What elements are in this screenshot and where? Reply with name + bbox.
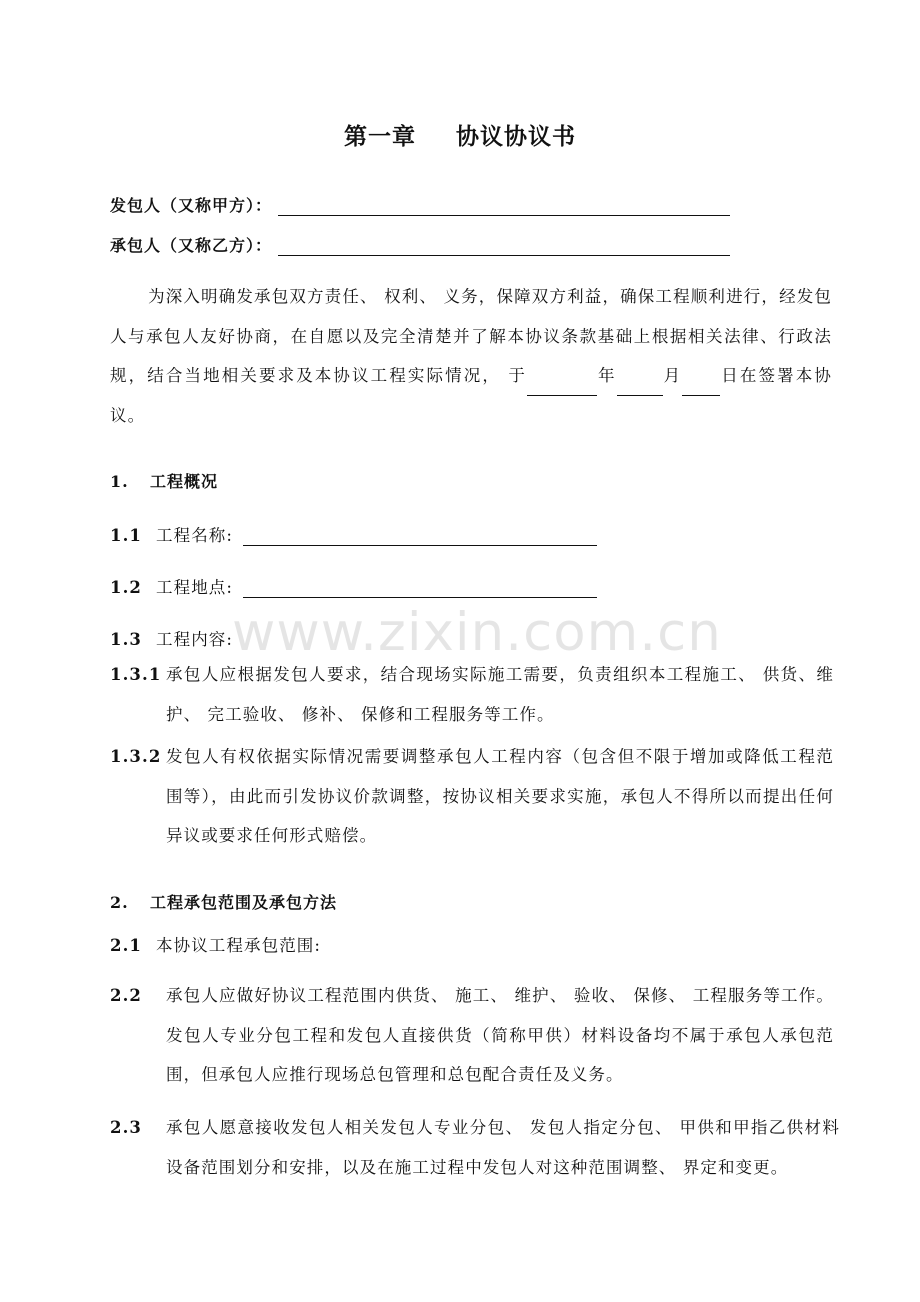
item-1-3-1-number: 1.3.1 bbox=[110, 665, 162, 684]
item-1-3-2 bbox=[110, 737, 834, 856]
section-1-heading bbox=[110, 469, 218, 492]
document-title bbox=[0, 118, 920, 151]
section-1-title: 工程概况 bbox=[150, 472, 219, 491]
item-1-3-label: 工程内容: bbox=[156, 630, 234, 649]
item-2-2-number: 2.2 bbox=[110, 986, 143, 1005]
section-2-heading bbox=[110, 890, 337, 913]
year-blank[interactable] bbox=[527, 377, 597, 396]
item-1-3-1-text: 承包人应根据发包人要求，结合现场实际施工需要，负责组织本工程施工、 供货、维护、 完工验收、 修补、 保修和工程服务等工作。 bbox=[166, 665, 834, 724]
item-1-3-2-text: 发包人有权依据实际情况需要调整承包人工程内容（包含但不限于增加或降低工程范围等），由此而引发协议价款调整，按协议相关要求实施，承包人不得所以而提出任何异议或要求任何形式赔偿。 bbox=[166, 747, 834, 845]
title-name: 协议协议书 bbox=[456, 123, 576, 150]
item-1-3-number: 1.3 bbox=[110, 630, 143, 649]
item-1-2-number: 1.2 bbox=[110, 578, 143, 597]
item-1-1-number: 1.1 bbox=[110, 526, 143, 545]
day-label: 日在 bbox=[720, 366, 759, 386]
intro-text-end: 签署本协议。 bbox=[110, 366, 832, 426]
employer-label: 发包人（又称甲方）： bbox=[110, 196, 273, 215]
intro-text: 为深入明确发承包双方责任、 权利、 义务，保障双方利益，确保工程顺利进行，经发包人与承包人友好协商，在自愿以及完全清楚并了解本协议条款基础上根据相关法律、行政法规，结合当地相关要求及本协议工程实际情况， 于 bbox=[110, 287, 832, 386]
item-2-3-number: 2.3 bbox=[110, 1118, 143, 1137]
item-2-1 bbox=[110, 932, 321, 956]
item-2-1-number: 2.1 bbox=[110, 936, 143, 955]
item-1-3 bbox=[110, 626, 233, 650]
intro-paragraph bbox=[110, 277, 832, 436]
employer-blank[interactable] bbox=[278, 197, 730, 216]
contractor-label: 承包人（又称乙方）： bbox=[110, 236, 273, 255]
month-blank[interactable] bbox=[617, 377, 663, 396]
item-2-3 bbox=[110, 1108, 840, 1187]
item-1-3-2-number: 1.3.2 bbox=[110, 747, 162, 766]
contractor-line bbox=[110, 233, 730, 256]
project-location-blank[interactable] bbox=[243, 579, 597, 598]
section-1-number: 1. bbox=[110, 472, 129, 491]
section-2-number: 2. bbox=[110, 893, 129, 912]
item-1-1 bbox=[110, 522, 597, 546]
item-1-3-1 bbox=[110, 655, 834, 734]
item-2-1-text: 本协议工程承包范围: bbox=[156, 936, 322, 955]
item-2-2 bbox=[110, 976, 834, 1095]
watermark: www.zixin.com.cn bbox=[232, 602, 722, 663]
item-1-2-label: 工程地点: bbox=[156, 578, 234, 597]
item-2-2-text: 承包人应做好协议工程范围内供货、 施工、 维护、 验收、 保修、 工程服务等工作。发包人专业分包工程和发包人直接供货（简称甲供）材料设备均不属于承包人承包范围，但承包人应推行现场总包管理和总包配合责任及义务。 bbox=[166, 986, 834, 1084]
item-1-2 bbox=[110, 574, 597, 598]
item-2-3-text: 承包人愿意接收发包人相关发包人专业分包、 发包人指定分包、 甲供和甲指乙供材料设备范围划分和安排，以及在施工过程中发包人对这种范围调整、 界定和变更。 bbox=[166, 1118, 840, 1177]
item-1-1-label: 工程名称: bbox=[156, 526, 234, 545]
year-label: 年 bbox=[596, 366, 617, 386]
chapter-label: 第一章 bbox=[344, 123, 416, 150]
employer-line bbox=[110, 193, 730, 216]
contractor-blank[interactable] bbox=[278, 237, 730, 256]
project-name-blank[interactable] bbox=[243, 527, 597, 546]
day-blank[interactable] bbox=[682, 377, 720, 396]
month-label: 月 bbox=[662, 366, 683, 386]
section-2-title: 工程承包范围及承包方法 bbox=[150, 893, 338, 912]
